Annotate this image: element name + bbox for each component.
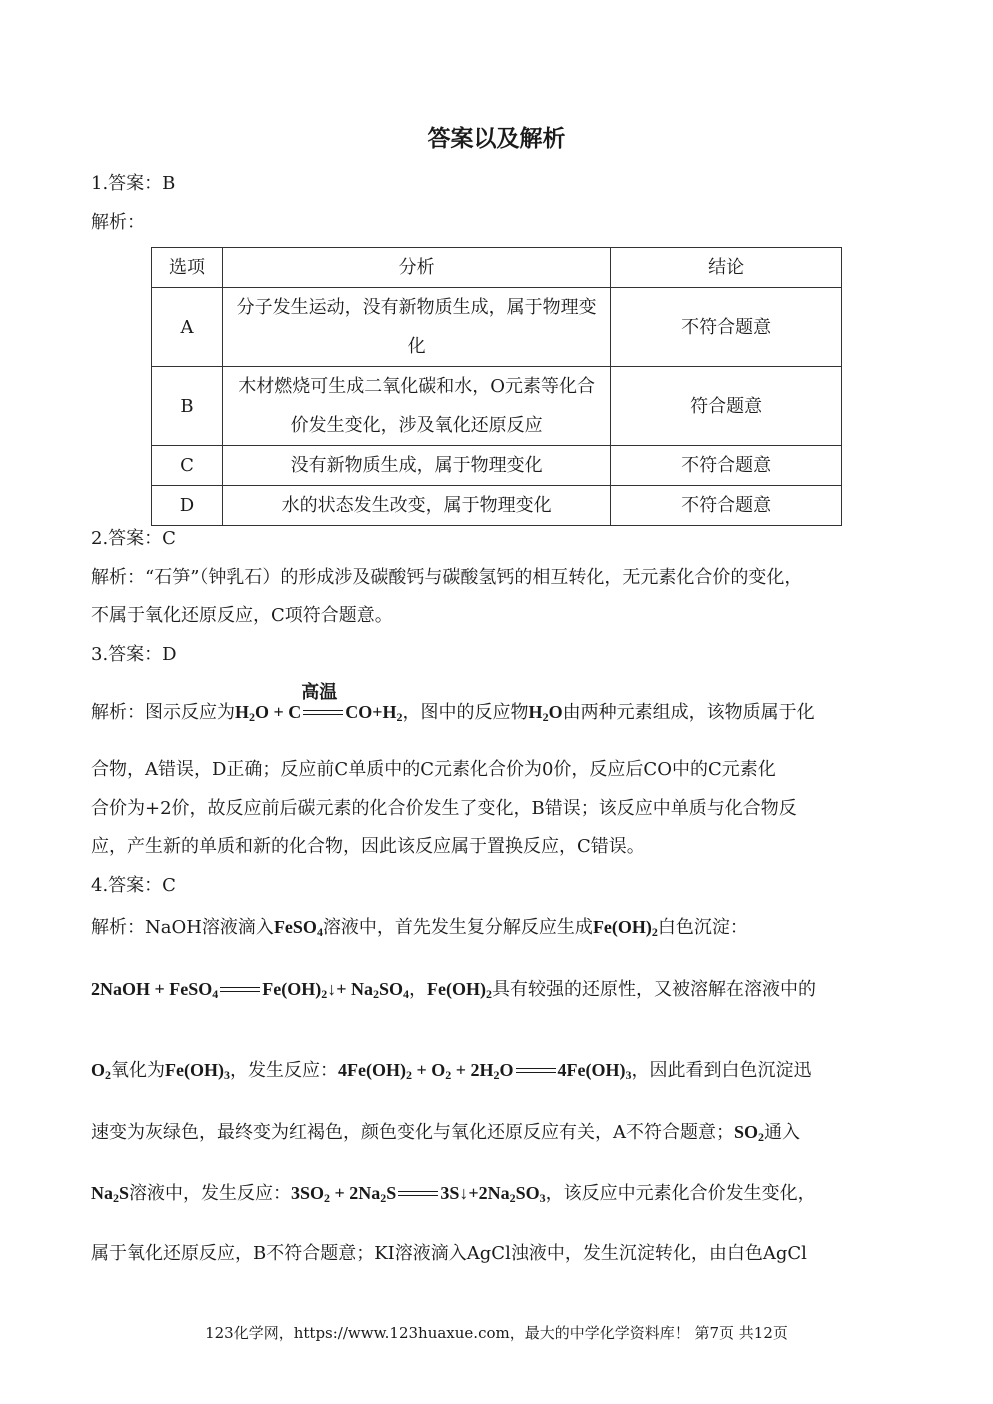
q4-answer: 4.答案：C (91, 875, 176, 896)
text: 速变为灰绿色，最终变为红褐色，颜色变化与氧化还原反应有关，A不符合题意； (91, 1122, 734, 1143)
text: 由两种元素组成，该物质属于化 (562, 702, 815, 723)
q3-analysis-line: 应，产生新的单质和新的化合物，因此该反应属于置换反应，C错误。 (91, 836, 645, 857)
formula: FeSO$_4$ (273, 917, 323, 939)
q2-analysis-line: 不属于氧化还原反应，C项符合题意。 (91, 605, 393, 626)
table-cell-option: B (152, 367, 223, 446)
text: ，发生反应： (230, 1060, 338, 1081)
table-cell-analysis: 水的状态发生改变，属于物理变化 (222, 486, 610, 526)
text: 白色沉淀： (657, 917, 748, 938)
equals-sign (220, 983, 260, 997)
table-header: 分析 (222, 248, 610, 288)
reaction-condition-label: 高温 (301, 682, 338, 703)
formula: $H_2O$ (528, 702, 563, 724)
q4-analysis-line (91, 1057, 903, 1084)
q1-answer: 1.答案：B (91, 173, 176, 194)
q3-answer: 3.答案：D (91, 644, 177, 665)
table-cell-option: C (152, 446, 223, 486)
text: 解析：图示反应为 (91, 702, 235, 723)
text: ，图中的反应物 (402, 702, 529, 723)
table-row (152, 486, 842, 526)
table-cell-conclusion: 不符合题意 (611, 288, 842, 367)
table-row (152, 288, 842, 367)
q3-analysis-line (91, 682, 903, 726)
text: 具有较强的还原性，又被溶解在溶液中的 (492, 979, 817, 1000)
formula: $Fe(OH)_2$ (592, 917, 658, 939)
formula: $Na_2S$ (91, 1183, 130, 1205)
q4-analysis-line: 属于氧化还原反应，B不符合题意；KI溶液滴入AgCl浊液中，发生沉淀转化，由白色AgCl (91, 1243, 807, 1264)
q3-analysis-line: 合物，A错误，D正确；反应前C单质中的C元素化合价为0价，反应后CO中的C元素化 (91, 759, 776, 780)
formula: $SO_2$ (734, 1122, 765, 1144)
page-footer: 123化学网，https://www.123huaxue.com，最大的中学化学资料库！ 第7页 共12页 (205, 1324, 788, 1342)
table-cell-option: A (152, 288, 223, 367)
text: 解析：NaOH溶液滴入 (91, 917, 274, 938)
table-cell-analysis: 没有新物质生成，属于物理变化 (222, 446, 610, 486)
text: 氧化为 (111, 1060, 166, 1081)
text: 通入 (764, 1122, 801, 1143)
formula: $4Fe(OH)_2 + O_2 + 2H_2O$ (338, 1060, 514, 1082)
formula: $3S↓+2Na_2SO_3$ (440, 1183, 546, 1205)
equals-sign (516, 1064, 556, 1078)
text: ，因此看到白色沉淀迅 (631, 1060, 812, 1081)
text: 溶液中，发生反应： (129, 1183, 292, 1204)
formula: $4Fe(OH)_3$ (557, 1060, 632, 1082)
formula: $Fe(OH)_3$ (165, 1060, 230, 1082)
q1-analysis-label: 解析： (91, 212, 145, 233)
analysis-table (151, 247, 842, 526)
q4-analysis-line (91, 976, 903, 1003)
formula: $H_2O + C$ (235, 702, 302, 724)
table-row (152, 367, 842, 446)
text: 溶液中，首先发生复分解反应生成 (322, 917, 593, 938)
table-header: 选项 (152, 248, 223, 288)
table-cell-analysis: 分子发生运动，没有新物质生成，属于物理变化 (222, 288, 610, 367)
table-header-row (152, 248, 842, 288)
q4-analysis-line (91, 914, 903, 941)
q4-analysis-line (91, 1119, 903, 1146)
text: ，该反应中元素化合价发生变化， (545, 1183, 816, 1204)
q2-analysis-line: 解析：“石笋”（钟乳石）的形成涉及碳酸钙与碳酸氢钙的相互转化，无元素化合价的变化， (91, 567, 803, 588)
equals-sign (398, 1187, 438, 1201)
q2-answer: 2.答案：C (91, 528, 176, 549)
reaction-condition-equals (301, 682, 343, 720)
formula: $O_2$ (91, 1060, 112, 1082)
formula: $CO+H_2$ (345, 702, 403, 724)
table-row (152, 446, 842, 486)
formula: $Fe(OH)_2↓+ Na_2SO_4$ (262, 979, 410, 1001)
formula: 2NaOH + FeSO$_4$ (91, 979, 219, 1001)
table-cell-option: D (152, 486, 223, 526)
q3-analysis-line: 合价为+2价，故反应前后碳元素的化合价发生了变化，B错误；该反应中单质与化合物反 (91, 798, 797, 819)
q4-analysis-line (91, 1180, 903, 1207)
table-cell-conclusion: 不符合题意 (611, 486, 842, 526)
formula: $Fe(OH)_2$ (427, 979, 493, 1001)
table-header: 结论 (611, 248, 842, 288)
table-cell-analysis: 木材燃烧可生成二氧化碳和水，O元素等化合价发生变化，涉及氧化还原反应 (222, 367, 610, 446)
table-cell-conclusion: 符合题意 (611, 367, 842, 446)
text: ， (409, 979, 428, 1000)
table-cell-conclusion: 不符合题意 (611, 446, 842, 486)
formula: $3SO_2 + 2Na_2S$ (291, 1183, 397, 1205)
page-title: 答案以及解析 (427, 126, 566, 152)
